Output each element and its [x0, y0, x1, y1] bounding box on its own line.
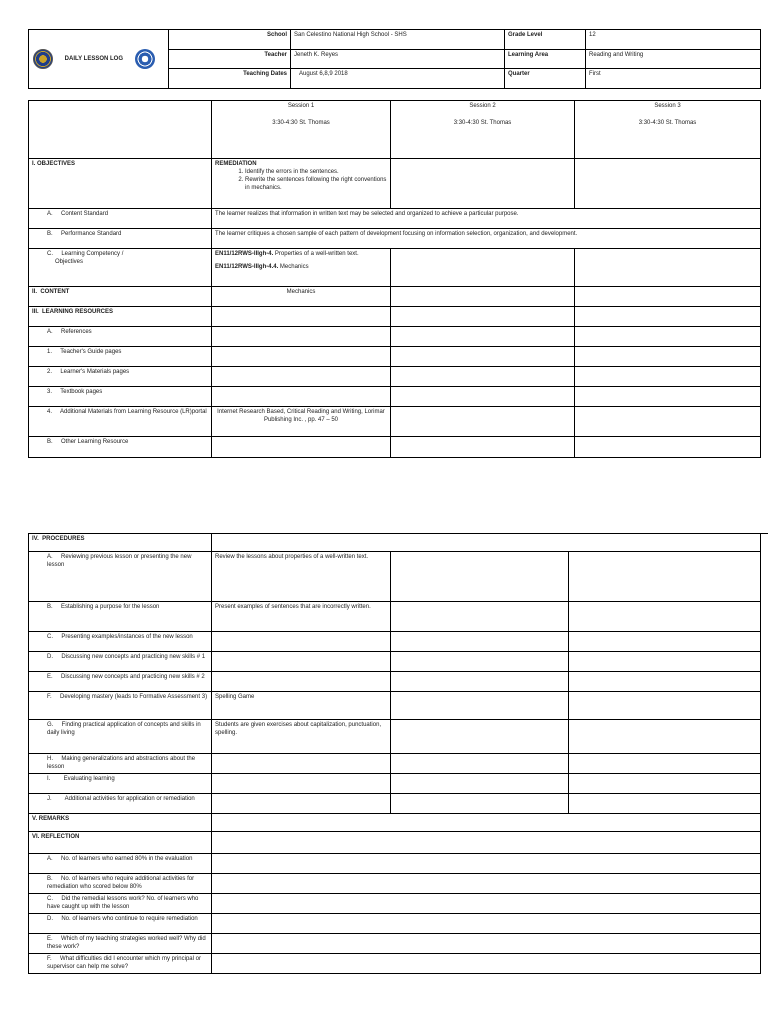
procedure-row-label: D. Discussing new concepts and practicing new skills # 1	[29, 652, 212, 672]
resource-row-value: Internet Research Based, Critical Reading and Writing, Lorimar Publishing Inc. , pp. 47 – 50	[212, 407, 391, 437]
teaching-dates-value: August 6,8,9 2018	[291, 69, 505, 89]
reflection-label: VI. REFLECTION	[29, 832, 212, 854]
quarter-value: First	[586, 69, 761, 89]
session-1-time: 3:30-4:30 St. Thomas	[272, 120, 330, 127]
performance-standard-value: The learner critiques a chosen sample of each pattern of development focusing on information selection, organization, and development.	[212, 229, 761, 249]
reflection-row-label: D. No. of learners who continue to require remediation	[29, 914, 212, 934]
session-2-time: 3:30-4:30 St. Thomas	[453, 120, 512, 127]
grade-level-label: Grade Level	[505, 30, 586, 50]
lesson-table	[28, 100, 761, 458]
content-standard-value: The learner realizes that information in written text may be selected and organized to achieve a particular purpose.	[212, 209, 761, 229]
competency-label-cell	[29, 249, 212, 287]
objective-item: 2. Rewrite the sentences following the right conventions in mechanics.	[245, 176, 387, 192]
grade-level-value: 12	[586, 30, 761, 50]
objectives-label: I. OBJECTIVES	[29, 159, 212, 209]
sessions-corner-cell	[29, 101, 212, 159]
teacher-value: Jeneth K. Reyes	[291, 50, 505, 69]
school-value: San Celestino National High School - SHS	[291, 30, 505, 50]
learning-area-value: Reading and Writing	[586, 50, 761, 69]
procedure-row-label: A. Reviewing previous lesson or presenting the new lesson	[29, 552, 212, 602]
procedure-row-value	[212, 632, 391, 652]
performance-standard-label: B. Performance Standard	[29, 229, 212, 249]
procedure-row-value: Review the lessons about properties of a well-written text.	[212, 552, 391, 602]
resource-row-value	[212, 367, 391, 387]
reflection-row-label: F. What difficulties did I encounter which my principal or supervisor can help me solve?	[29, 954, 212, 974]
teaching-dates-label: Teaching Dates	[169, 69, 291, 89]
competency-code-1: EN11/12RWS-IIIgh-4.	[215, 251, 274, 257]
procedure-row-label: I. Evaluating learning	[29, 774, 212, 794]
resource-row-value	[212, 327, 391, 347]
school-seal-icon	[135, 49, 155, 69]
resource-row-label: 2. Learner's Materials pages	[29, 367, 212, 387]
learning-area-label: Learning Area	[505, 50, 586, 69]
quarter-label: Quarter	[505, 69, 586, 89]
objectives-cell	[212, 159, 391, 209]
daily-lesson-log-title: DAILY LESSON LOG	[64, 55, 124, 62]
session-3-header	[575, 101, 761, 159]
session-2-header	[391, 101, 575, 159]
objective-item: 1. Identify the errors in the sentences.	[245, 168, 387, 176]
competency-code-2: EN11/12RWS-IIIgh-4.4.	[215, 264, 279, 271]
resource-row-label: 1. Teacher's Guide pages	[29, 347, 212, 367]
content-standard-label: A. Content Standard	[29, 209, 212, 229]
content-value: Mechanics	[212, 287, 391, 307]
content-label: II. CONTENT	[29, 287, 212, 307]
resources-label: III. LEARNING RESOURCES	[29, 307, 212, 327]
procedure-row-value	[212, 754, 391, 774]
resource-row-value	[212, 387, 391, 407]
session-1-header	[212, 101, 391, 159]
competency-text-2: Mechanics	[278, 264, 309, 271]
resource-row-label: B. Other Learning Resource	[29, 437, 212, 458]
procedure-row-label: J. Additional activities for application or remediation	[29, 794, 212, 814]
competency-text-1: Properties of a well-written text.	[273, 251, 359, 257]
reflection-row-label: A. No. of learners who earned 80% in the evaluation	[29, 854, 212, 874]
competency-label-2: Objectives	[55, 259, 84, 266]
procedure-row-label: F. Developing mastery (leads to Formative Assessment 3)	[29, 692, 212, 720]
competency-cell	[212, 249, 391, 287]
deped-seal-icon	[33, 49, 53, 69]
procedure-row-label: G. Finding practical application of concepts and skills in daily living	[29, 720, 212, 754]
procedure-row-value	[212, 794, 391, 814]
procedure-row-value: Present examples of sentences that are incorrectly written.	[212, 602, 391, 632]
session-2-name: Session 2	[469, 103, 496, 109]
school-label: School	[169, 30, 291, 50]
procedure-row-value	[212, 652, 391, 672]
procedure-row-value	[212, 672, 391, 692]
procedure-row-label: H. Making generalizations and abstractions about the lesson	[29, 754, 212, 774]
procedures-label: IV. PROCEDURES	[29, 534, 212, 552]
header-brand	[29, 30, 169, 89]
teacher-label: Teacher	[169, 50, 291, 69]
resource-row-value	[212, 347, 391, 367]
procedure-row-value: Spelling Game	[212, 692, 391, 720]
reflection-row-label: B. No. of learners who require additional activities for remediation who scored below 80%	[29, 874, 212, 894]
reflection-row-label: E. Which of my teaching strategies worked well? Why did these work?	[29, 934, 212, 954]
procedures-table	[28, 533, 768, 974]
procedure-row-label: B. Establishing a purpose for the lesson	[29, 602, 212, 632]
procedure-row-label: E. Discussing new concepts and practicing new skills # 2	[29, 672, 212, 692]
header-table	[28, 29, 761, 89]
procedure-row-label: C. Presenting examples/instances of the new lesson	[29, 632, 212, 652]
session-3-time: 3:30-4:30 St. Thomas	[638, 120, 697, 127]
resource-row-label: 4. Additional Materials from Learning Resource (LR)portal	[29, 407, 212, 437]
remediation-heading: REMEDIATION	[215, 161, 257, 167]
session-3-name: Session 3	[654, 103, 681, 109]
reflection-row-label: C. Did the remedial lessons work? No. of learners who have caught up with the lesson	[29, 894, 212, 914]
resource-row-label: 3. Textbook pages	[29, 387, 212, 407]
procedure-row-value: Students are given exercises about capitalization, punctuation, spelling.	[212, 720, 391, 754]
procedure-row-value	[212, 774, 391, 794]
resource-row-value	[212, 437, 391, 458]
objectives-list	[215, 168, 387, 192]
resource-row-label: A. References	[29, 327, 212, 347]
remarks-label: V. REMARKS	[29, 814, 212, 832]
session-1-name: Session 1	[287, 103, 315, 109]
competency-label: C. Learning Competency /	[47, 251, 124, 257]
